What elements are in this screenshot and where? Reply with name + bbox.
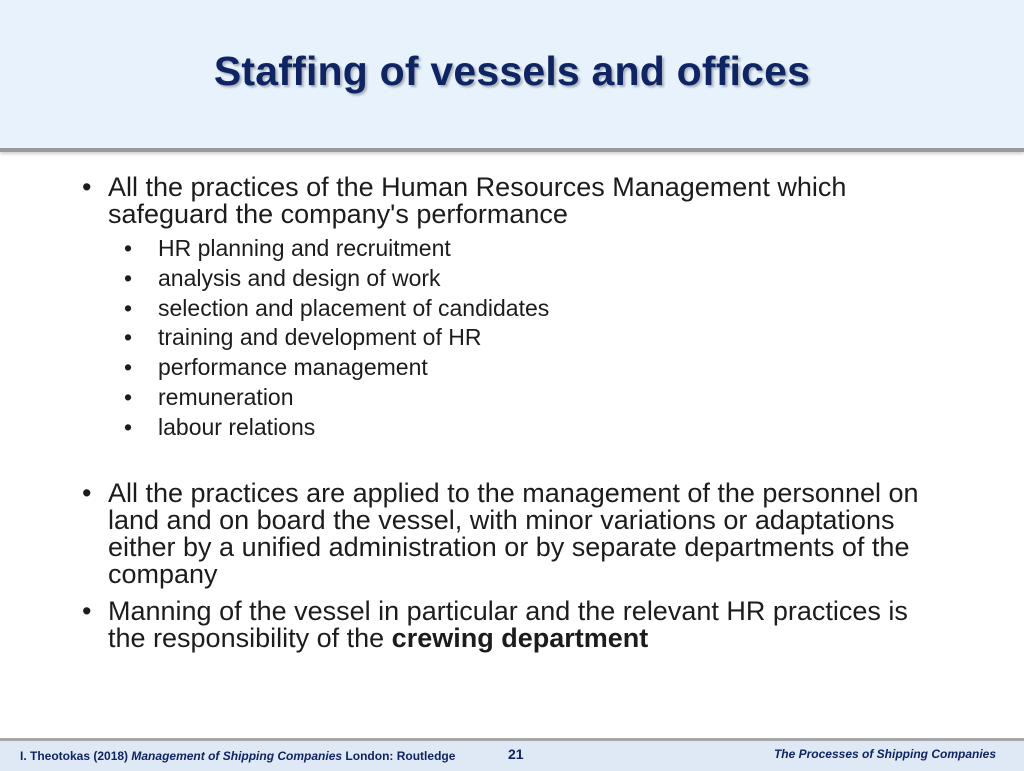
bullet-dot: • xyxy=(82,172,92,202)
bullet-1 xyxy=(82,174,908,443)
list-item-text: performance management xyxy=(158,354,428,381)
list-item-text: remuneration xyxy=(158,383,294,410)
list-item xyxy=(124,234,908,264)
citation-author: I. Theotokas (2018) xyxy=(20,749,129,763)
slide-title: Staffing of vessels and offices xyxy=(213,48,811,94)
list-item-text: labour relations xyxy=(158,413,316,440)
bullet-dot: • xyxy=(124,294,133,321)
crewing-department-emphasis: crewing department xyxy=(391,623,649,653)
list-item xyxy=(124,264,908,294)
hr-practices-list xyxy=(124,234,908,443)
bullet-2-text: All the practices are applied to the management of the personnel on land and on board the vessel, with minor variations or adaptations either by a unified administration or by separate departments of the company xyxy=(108,478,919,589)
list-item xyxy=(124,323,908,353)
bullet-dot: • xyxy=(82,596,92,626)
bullet-dot: • xyxy=(82,478,92,508)
list-item-text: analysis and design of work xyxy=(158,264,441,291)
list-item xyxy=(124,413,908,443)
bullet-dot: • xyxy=(124,383,133,410)
bullet-1-text: All the practices of the Human Resources Management which safeguard the company's performance xyxy=(108,172,847,229)
page-number: 21 xyxy=(508,746,524,762)
bullet-2 xyxy=(82,480,938,588)
bullet-3-text xyxy=(108,598,938,652)
slide-footer xyxy=(0,738,1024,771)
bullet-3 xyxy=(82,598,938,652)
list-item-text: training and development of HR xyxy=(158,324,482,351)
list-item-text: selection and placement of candidates xyxy=(158,294,550,321)
bullet-dot: • xyxy=(124,354,133,381)
list-item xyxy=(124,383,908,413)
chapter-title: The Processes of Shipping Companies xyxy=(773,747,996,761)
bullet-dot: • xyxy=(124,235,133,261)
bullet-dot: • xyxy=(124,324,133,351)
bullet-3-text-main: Manning of the vessel in particular and the relevant HR practices is the responsibility of the xyxy=(108,596,908,653)
bullet-dot: • xyxy=(124,264,133,291)
list-item xyxy=(124,294,908,324)
citation-publisher: London: Routledge xyxy=(345,749,456,763)
bullet-dot: • xyxy=(124,413,133,440)
citation xyxy=(20,749,455,763)
list-item-text: HR planning and recruitment xyxy=(158,235,451,261)
list-item xyxy=(124,353,908,383)
citation-book-title: Management of Shipping Companies xyxy=(131,749,343,763)
